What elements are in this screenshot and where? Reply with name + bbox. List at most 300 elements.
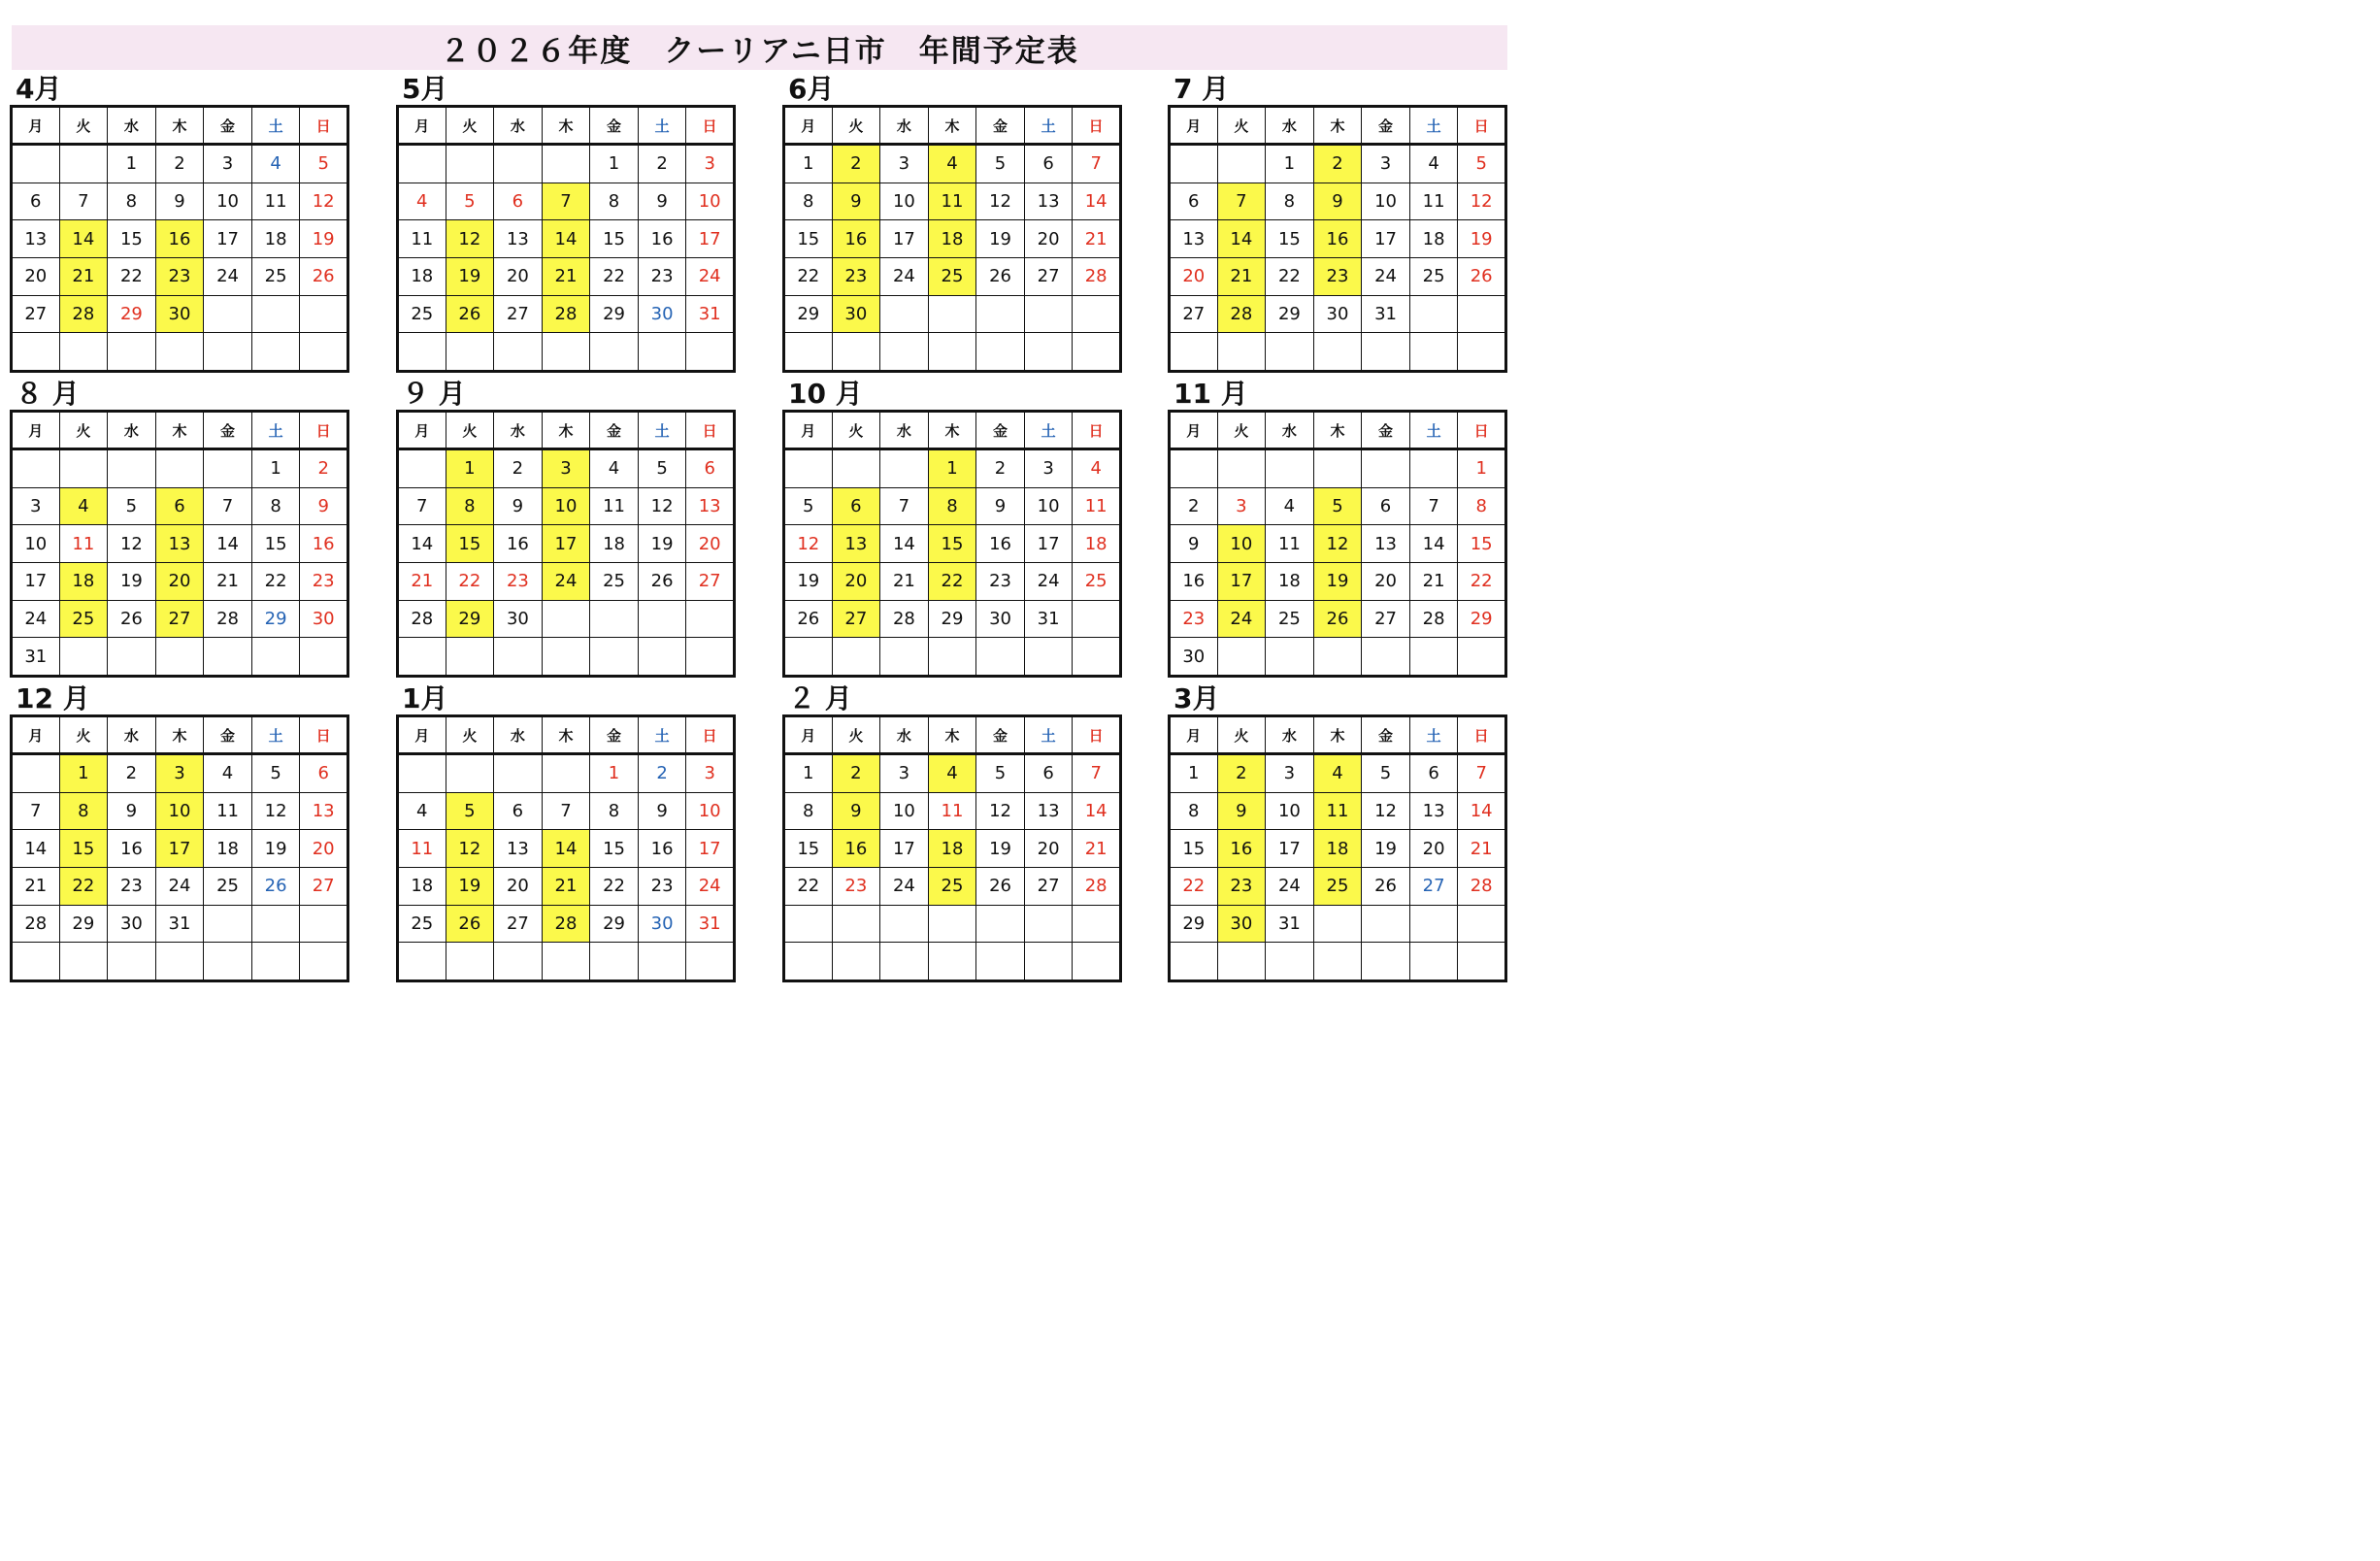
week-row xyxy=(398,600,735,638)
day-cell: 3 xyxy=(204,145,252,183)
empty-day-cell xyxy=(204,295,252,333)
week-row xyxy=(12,754,348,793)
week-row xyxy=(784,145,1121,183)
empty-day-cell xyxy=(12,145,60,183)
week-row xyxy=(1170,600,1506,638)
day-cell: 25 xyxy=(251,257,300,295)
month-calendar-table xyxy=(396,105,736,373)
day-cell: 28 xyxy=(204,600,252,638)
day-cell: 20 xyxy=(12,257,60,295)
week-row xyxy=(12,830,348,868)
day-cell: 1 xyxy=(1170,754,1218,793)
weekday-header-row xyxy=(12,716,348,754)
week-row xyxy=(1170,943,1506,981)
empty-day-cell xyxy=(590,638,639,677)
day-cell: 7 xyxy=(542,183,590,220)
day-cell: 20 xyxy=(1409,830,1458,868)
day-cell: 6 xyxy=(832,487,880,525)
day-cell: 2 xyxy=(494,449,543,488)
day-cell: 4 xyxy=(590,449,639,488)
empty-day-cell xyxy=(12,943,60,981)
weekday-header: 火 xyxy=(1217,107,1266,145)
month-block xyxy=(396,74,736,377)
day-cell: 13 xyxy=(1170,220,1218,258)
day-cell: 19 xyxy=(1362,830,1410,868)
day-cell: 16 xyxy=(108,830,156,868)
weekday-header-row xyxy=(12,412,348,449)
empty-day-cell xyxy=(686,333,735,372)
day-cell: 16 xyxy=(832,830,880,868)
weekday-header: 木 xyxy=(155,412,204,449)
day-cell: 11 xyxy=(59,525,108,563)
day-cell: 13 xyxy=(494,830,543,868)
week-row xyxy=(398,487,735,525)
day-cell: 29 xyxy=(59,905,108,943)
day-cell: 29 xyxy=(784,295,833,333)
day-cell: 12 xyxy=(1362,792,1410,830)
day-cell: 25 xyxy=(1073,562,1121,600)
day-cell: 25 xyxy=(928,867,976,905)
weekday-header: 木 xyxy=(928,716,976,754)
day-cell: 5 xyxy=(446,792,494,830)
empty-day-cell xyxy=(1458,333,1506,372)
day-cell: 21 xyxy=(1073,830,1121,868)
day-cell: 30 xyxy=(494,600,543,638)
empty-day-cell xyxy=(1217,449,1266,488)
weekday-header: 火 xyxy=(832,107,880,145)
day-cell: 5 xyxy=(638,449,686,488)
month-label: 1月 xyxy=(402,682,448,714)
weekday-header: 火 xyxy=(832,412,880,449)
day-cell: 30 xyxy=(638,905,686,943)
empty-day-cell xyxy=(398,754,446,793)
day-cell: 18 xyxy=(398,867,446,905)
day-cell: 14 xyxy=(1073,792,1121,830)
weekday-header: 月 xyxy=(784,412,833,449)
month-block xyxy=(396,379,736,681)
empty-day-cell xyxy=(398,145,446,183)
week-row xyxy=(1170,525,1506,563)
day-cell: 15 xyxy=(251,525,300,563)
day-cell: 2 xyxy=(638,145,686,183)
day-cell: 6 xyxy=(494,792,543,830)
day-cell: 31 xyxy=(1024,600,1073,638)
day-cell: 5 xyxy=(108,487,156,525)
week-row xyxy=(398,145,735,183)
empty-day-cell xyxy=(976,905,1025,943)
weekday-header: 土 xyxy=(251,412,300,449)
weekday-header: 土 xyxy=(638,412,686,449)
title-bar xyxy=(12,25,1507,70)
empty-day-cell xyxy=(832,449,880,488)
weekday-header: 月 xyxy=(398,412,446,449)
empty-day-cell xyxy=(12,449,60,488)
day-cell: 25 xyxy=(1266,600,1314,638)
empty-day-cell xyxy=(108,638,156,677)
empty-day-cell xyxy=(155,943,204,981)
day-cell: 4 xyxy=(204,754,252,793)
week-row xyxy=(784,449,1121,488)
weekday-header: 日 xyxy=(1458,412,1506,449)
day-cell: 15 xyxy=(928,525,976,563)
day-cell: 22 xyxy=(59,867,108,905)
day-cell: 20 xyxy=(494,867,543,905)
day-cell: 29 xyxy=(1170,905,1218,943)
week-row xyxy=(1170,830,1506,868)
week-row xyxy=(784,257,1121,295)
weekday-header: 月 xyxy=(12,107,60,145)
empty-day-cell xyxy=(446,333,494,372)
day-cell: 14 xyxy=(1073,183,1121,220)
weekday-header: 水 xyxy=(494,107,543,145)
week-row xyxy=(12,867,348,905)
day-cell: 7 xyxy=(1458,754,1506,793)
week-row xyxy=(12,449,348,488)
empty-day-cell xyxy=(494,754,543,793)
empty-day-cell xyxy=(1073,943,1121,981)
empty-day-cell xyxy=(1170,943,1218,981)
empty-day-cell xyxy=(976,333,1025,372)
weekday-header: 金 xyxy=(590,716,639,754)
day-cell: 14 xyxy=(1409,525,1458,563)
day-cell: 21 xyxy=(398,562,446,600)
month-calendar-table xyxy=(782,714,1122,982)
empty-day-cell xyxy=(494,638,543,677)
week-row xyxy=(1170,867,1506,905)
day-cell: 17 xyxy=(204,220,252,258)
day-cell: 10 xyxy=(880,183,929,220)
weekday-header: 火 xyxy=(446,107,494,145)
day-cell: 31 xyxy=(1362,295,1410,333)
day-cell: 5 xyxy=(446,183,494,220)
day-cell: 10 xyxy=(542,487,590,525)
week-row xyxy=(12,220,348,258)
month-calendar-table xyxy=(396,410,736,678)
empty-day-cell xyxy=(398,943,446,981)
empty-day-cell xyxy=(784,905,833,943)
empty-day-cell xyxy=(784,449,833,488)
empty-day-cell xyxy=(832,943,880,981)
day-cell: 13 xyxy=(1024,183,1073,220)
day-cell: 26 xyxy=(976,257,1025,295)
week-row xyxy=(784,525,1121,563)
day-cell: 26 xyxy=(300,257,348,295)
day-cell: 7 xyxy=(398,487,446,525)
week-row xyxy=(12,487,348,525)
empty-day-cell xyxy=(1362,638,1410,677)
day-cell: 1 xyxy=(59,754,108,793)
day-cell: 12 xyxy=(638,487,686,525)
day-cell: 27 xyxy=(12,295,60,333)
day-cell: 1 xyxy=(590,754,639,793)
empty-day-cell xyxy=(251,295,300,333)
week-row xyxy=(1170,487,1506,525)
week-row xyxy=(1170,754,1506,793)
empty-day-cell xyxy=(108,449,156,488)
weekday-header: 月 xyxy=(784,107,833,145)
day-cell: 9 xyxy=(976,487,1025,525)
empty-day-cell xyxy=(1313,905,1362,943)
day-cell: 8 xyxy=(1458,487,1506,525)
empty-day-cell xyxy=(494,333,543,372)
page-title: ２０２６年度 クーリアニ日市 年間予定表 xyxy=(440,33,1079,69)
empty-day-cell xyxy=(108,333,156,372)
weekday-header: 火 xyxy=(59,716,108,754)
day-cell: 19 xyxy=(446,257,494,295)
weekday-header-row xyxy=(398,716,735,754)
day-cell: 1 xyxy=(446,449,494,488)
day-cell: 7 xyxy=(59,183,108,220)
day-cell: 4 xyxy=(1266,487,1314,525)
day-cell: 23 xyxy=(1170,600,1218,638)
month-label: 3月 xyxy=(1173,682,1220,714)
week-row xyxy=(398,943,735,981)
empty-day-cell xyxy=(1362,333,1410,372)
day-cell: 8 xyxy=(251,487,300,525)
week-row xyxy=(398,638,735,677)
day-cell: 9 xyxy=(300,487,348,525)
day-cell: 20 xyxy=(686,525,735,563)
day-cell: 3 xyxy=(1024,449,1073,488)
day-cell: 28 xyxy=(1073,867,1121,905)
day-cell: 13 xyxy=(1409,792,1458,830)
weekday-header: 水 xyxy=(1266,107,1314,145)
empty-day-cell xyxy=(1217,943,1266,981)
week-row xyxy=(1170,905,1506,943)
empty-day-cell xyxy=(204,943,252,981)
empty-day-cell xyxy=(1409,295,1458,333)
week-row xyxy=(398,867,735,905)
day-cell: 6 xyxy=(494,183,543,220)
day-cell: 22 xyxy=(784,867,833,905)
weekday-header-row xyxy=(398,107,735,145)
empty-day-cell xyxy=(1266,333,1314,372)
weekday-header: 日 xyxy=(686,716,735,754)
day-cell: 27 xyxy=(1409,867,1458,905)
weekday-header: 金 xyxy=(590,107,639,145)
empty-day-cell xyxy=(542,333,590,372)
day-cell: 16 xyxy=(300,525,348,563)
empty-day-cell xyxy=(1073,905,1121,943)
day-cell: 30 xyxy=(638,295,686,333)
weekday-header: 土 xyxy=(1409,716,1458,754)
month-label: 11 月 xyxy=(1173,378,1248,410)
day-cell: 11 xyxy=(251,183,300,220)
day-cell: 29 xyxy=(590,905,639,943)
day-cell: 2 xyxy=(832,145,880,183)
month-block xyxy=(782,379,1122,681)
weekday-header: 火 xyxy=(59,107,108,145)
week-row xyxy=(12,562,348,600)
empty-day-cell xyxy=(638,600,686,638)
day-cell: 30 xyxy=(1170,638,1218,677)
day-cell: 4 xyxy=(59,487,108,525)
day-cell: 28 xyxy=(12,905,60,943)
day-cell: 19 xyxy=(976,830,1025,868)
day-cell: 2 xyxy=(976,449,1025,488)
weekday-header: 月 xyxy=(1170,716,1218,754)
day-cell: 17 xyxy=(12,562,60,600)
empty-day-cell xyxy=(204,333,252,372)
weekday-header: 金 xyxy=(204,107,252,145)
weekday-header-row xyxy=(784,412,1121,449)
empty-day-cell xyxy=(928,638,976,677)
day-cell: 24 xyxy=(686,257,735,295)
empty-day-cell xyxy=(1458,295,1506,333)
weekday-header: 土 xyxy=(1409,412,1458,449)
day-cell: 3 xyxy=(1362,145,1410,183)
empty-day-cell xyxy=(880,905,929,943)
day-cell: 21 xyxy=(880,562,929,600)
day-cell: 22 xyxy=(784,257,833,295)
empty-day-cell xyxy=(300,905,348,943)
weekday-header: 土 xyxy=(1024,107,1073,145)
day-cell: 10 xyxy=(1362,183,1410,220)
empty-day-cell xyxy=(590,943,639,981)
day-cell: 10 xyxy=(155,792,204,830)
empty-day-cell xyxy=(1458,905,1506,943)
day-cell: 5 xyxy=(976,754,1025,793)
empty-day-cell xyxy=(542,600,590,638)
day-cell: 25 xyxy=(204,867,252,905)
weekday-header: 水 xyxy=(880,107,929,145)
day-cell: 7 xyxy=(12,792,60,830)
empty-day-cell xyxy=(1409,449,1458,488)
month-label: 6月 xyxy=(788,73,835,105)
empty-day-cell xyxy=(784,943,833,981)
weekday-header-row xyxy=(1170,716,1506,754)
day-cell: 16 xyxy=(638,830,686,868)
day-cell: 18 xyxy=(1313,830,1362,868)
day-cell: 23 xyxy=(1217,867,1266,905)
day-cell: 26 xyxy=(976,867,1025,905)
day-cell: 16 xyxy=(832,220,880,258)
empty-day-cell xyxy=(1073,295,1121,333)
day-cell: 9 xyxy=(1313,183,1362,220)
weekday-header: 土 xyxy=(1024,716,1073,754)
month-label: 4月 xyxy=(16,73,62,105)
day-cell: 5 xyxy=(1313,487,1362,525)
day-cell: 22 xyxy=(251,562,300,600)
day-cell: 23 xyxy=(638,867,686,905)
empty-day-cell xyxy=(542,754,590,793)
week-row xyxy=(12,638,348,677)
day-cell: 8 xyxy=(784,183,833,220)
empty-day-cell xyxy=(251,943,300,981)
day-cell: 22 xyxy=(1266,257,1314,295)
day-cell: 19 xyxy=(1313,562,1362,600)
day-cell: 3 xyxy=(155,754,204,793)
day-cell: 18 xyxy=(1409,220,1458,258)
week-row xyxy=(784,183,1121,220)
day-cell: 8 xyxy=(590,183,639,220)
day-cell: 20 xyxy=(1024,830,1073,868)
day-cell: 15 xyxy=(590,220,639,258)
day-cell: 10 xyxy=(1266,792,1314,830)
day-cell: 19 xyxy=(251,830,300,868)
empty-day-cell xyxy=(446,754,494,793)
day-cell: 25 xyxy=(928,257,976,295)
day-cell: 23 xyxy=(976,562,1025,600)
weekday-header: 日 xyxy=(1073,716,1121,754)
empty-day-cell xyxy=(590,600,639,638)
empty-day-cell xyxy=(59,333,108,372)
day-cell: 2 xyxy=(1313,145,1362,183)
empty-day-cell xyxy=(59,943,108,981)
day-cell: 5 xyxy=(300,145,348,183)
weekday-header: 水 xyxy=(494,412,543,449)
month-block xyxy=(1168,379,1507,681)
day-cell: 25 xyxy=(398,295,446,333)
empty-day-cell xyxy=(880,295,929,333)
day-cell: 24 xyxy=(12,600,60,638)
day-cell: 13 xyxy=(300,792,348,830)
week-row xyxy=(12,145,348,183)
day-cell: 21 xyxy=(59,257,108,295)
day-cell: 6 xyxy=(1409,754,1458,793)
day-cell: 11 xyxy=(204,792,252,830)
empty-day-cell xyxy=(832,638,880,677)
day-cell: 10 xyxy=(204,183,252,220)
empty-day-cell xyxy=(251,333,300,372)
weekday-header: 金 xyxy=(1362,412,1410,449)
empty-day-cell xyxy=(446,638,494,677)
day-cell: 28 xyxy=(542,295,590,333)
day-cell: 5 xyxy=(784,487,833,525)
empty-day-cell xyxy=(12,754,60,793)
weekday-header: 木 xyxy=(928,107,976,145)
day-cell: 22 xyxy=(590,867,639,905)
day-cell: 19 xyxy=(300,220,348,258)
weekday-header: 月 xyxy=(12,716,60,754)
month-label: 7 月 xyxy=(1173,73,1230,105)
day-cell: 2 xyxy=(108,754,156,793)
day-cell: 17 xyxy=(1024,525,1073,563)
day-cell: 18 xyxy=(928,220,976,258)
empty-day-cell xyxy=(251,638,300,677)
empty-day-cell xyxy=(155,449,204,488)
empty-day-cell xyxy=(1362,449,1410,488)
day-cell: 9 xyxy=(832,183,880,220)
day-cell: 16 xyxy=(1170,562,1218,600)
day-cell: 1 xyxy=(928,449,976,488)
weekday-header: 水 xyxy=(880,716,929,754)
empty-day-cell xyxy=(446,145,494,183)
day-cell: 1 xyxy=(1266,145,1314,183)
day-cell: 9 xyxy=(494,487,543,525)
week-row xyxy=(784,754,1121,793)
empty-day-cell xyxy=(1170,333,1218,372)
day-cell: 23 xyxy=(300,562,348,600)
day-cell: 6 xyxy=(1170,183,1218,220)
day-cell: 2 xyxy=(1170,487,1218,525)
day-cell: 31 xyxy=(155,905,204,943)
day-cell: 4 xyxy=(1313,754,1362,793)
day-cell: 17 xyxy=(1362,220,1410,258)
day-cell: 28 xyxy=(880,600,929,638)
empty-day-cell xyxy=(1409,943,1458,981)
day-cell: 13 xyxy=(12,220,60,258)
empty-day-cell xyxy=(155,638,204,677)
day-cell: 4 xyxy=(928,145,976,183)
day-cell: 12 xyxy=(300,183,348,220)
month-label: ２ 月 xyxy=(788,682,852,714)
day-cell: 14 xyxy=(542,220,590,258)
day-cell: 27 xyxy=(494,905,543,943)
week-row xyxy=(784,830,1121,868)
day-cell: 18 xyxy=(590,525,639,563)
day-cell: 10 xyxy=(880,792,929,830)
